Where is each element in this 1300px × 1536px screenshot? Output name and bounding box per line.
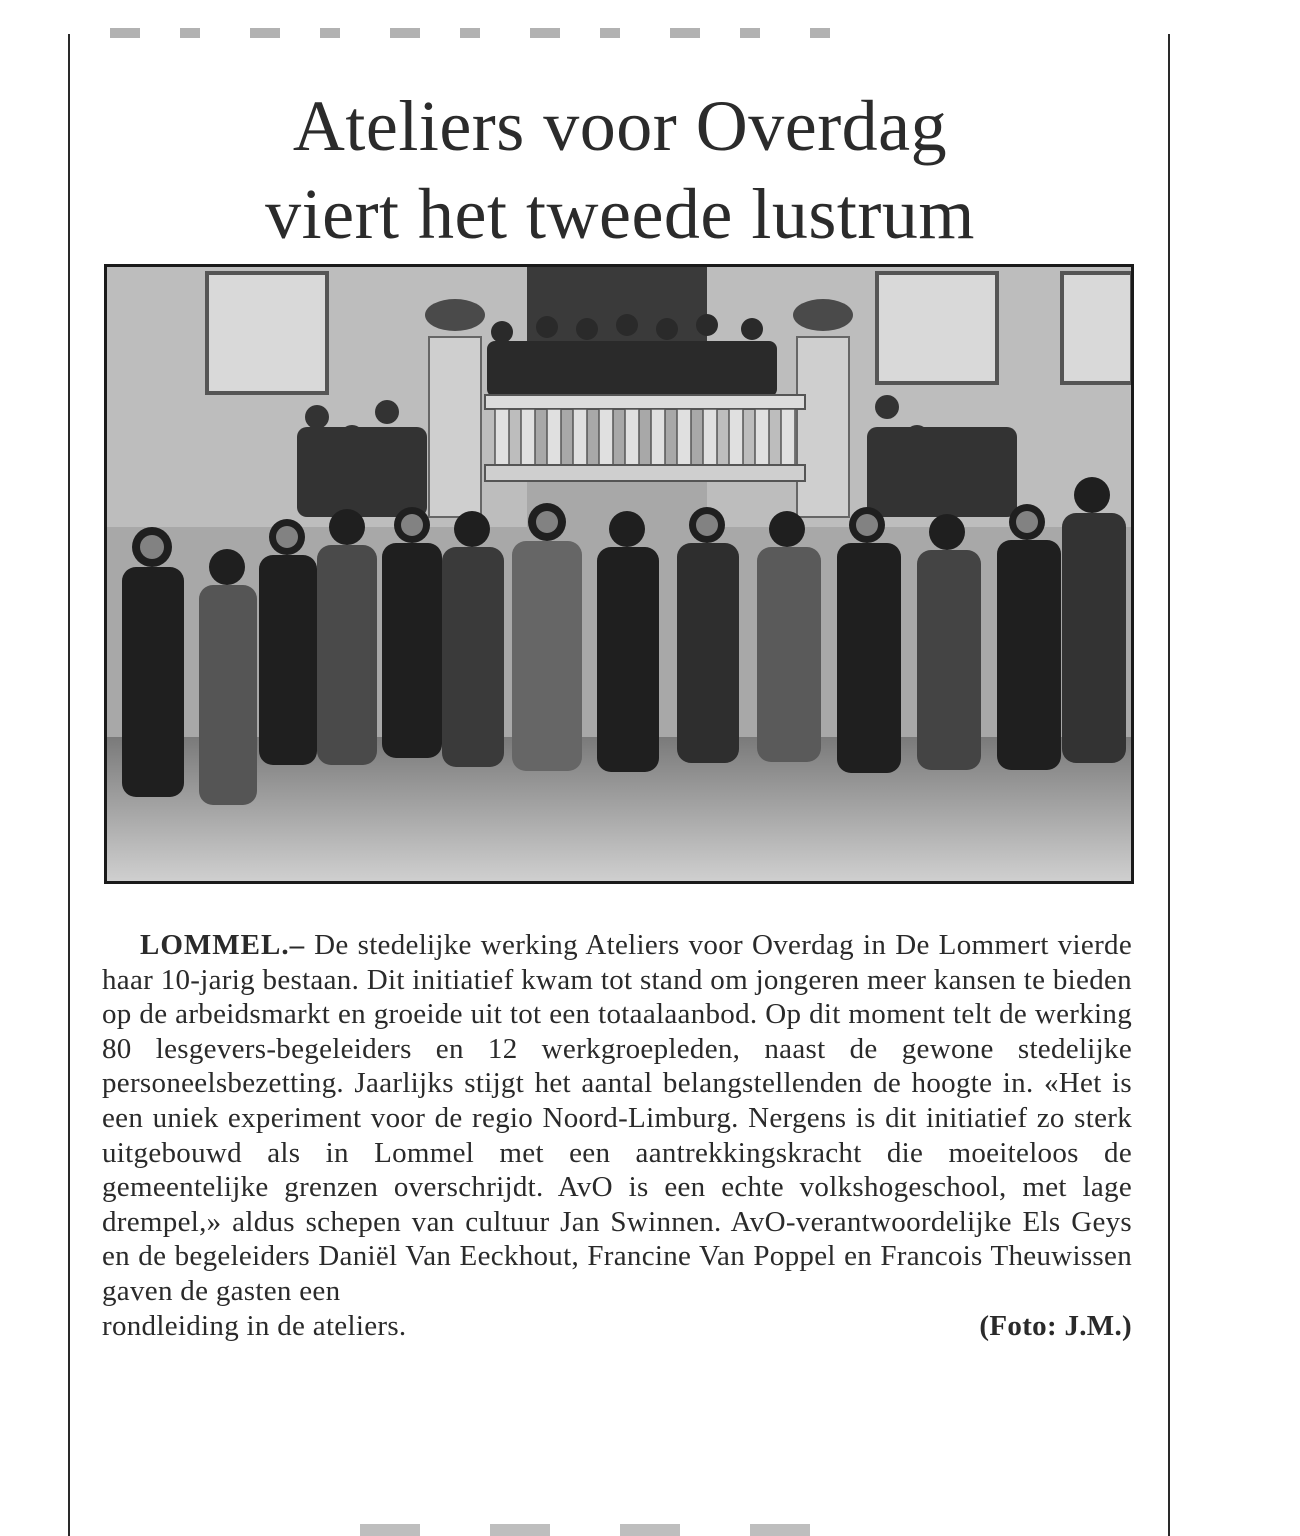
group-photo-illustration	[107, 267, 1131, 881]
headline-line-2: viert het tweede lustrum	[265, 174, 975, 254]
article-paragraph: De stedelijke werking Ateliers voor Overdag in De Lommert vierde haar 10-jarig bestaan. Dit initiatief kwam tot stand om jongeren meer kansen te bieden op de arbeidsmarkt en groeide uit tot een totaalaanbod. Op dit moment telt de werking 80 lesgevers-begeleiders en 12 werkgroepleden, naast de gewone stedelijke personeelsbezetting. Jaarlijks stijgt het aantal belangstellenden de hoogte in. «Het is een uniek experiment voor de regio Noord-Limburg. Nergens is dit initiatief zo sterk uitgebouwd als in Lommel met een aantrekkingskracht die moeiteloos de gemeentelijke grenzen overschrijdt. AvO is een echte volkshogeschool, met lage drempel,» aldus schepen van cultuur Jan Swinnen. AvO-verantwoordelijke Els Geys en de begeleiders Daniël Van Eeckhout, Francine Van Poppel en Francois Theuwissen gaven de gasten een	[102, 929, 1132, 1307]
column-rule-left	[68, 34, 70, 1536]
column-rule-right	[1168, 34, 1170, 1536]
closing-line	[102, 1309, 1132, 1344]
article-last-line: rondleiding in de ateliers.	[102, 1309, 407, 1342]
group-photo	[104, 264, 1134, 884]
dateline: LOMMEL.–	[140, 929, 306, 961]
cut-off-text-top	[110, 28, 830, 38]
photo-credit: (Foto: J.M.)	[979, 1309, 1132, 1342]
cut-off-text-bottom	[360, 1524, 840, 1536]
headline	[100, 82, 1140, 258]
article-body	[102, 928, 1132, 1343]
headline-line-1: Ateliers voor Overdag	[292, 86, 948, 166]
